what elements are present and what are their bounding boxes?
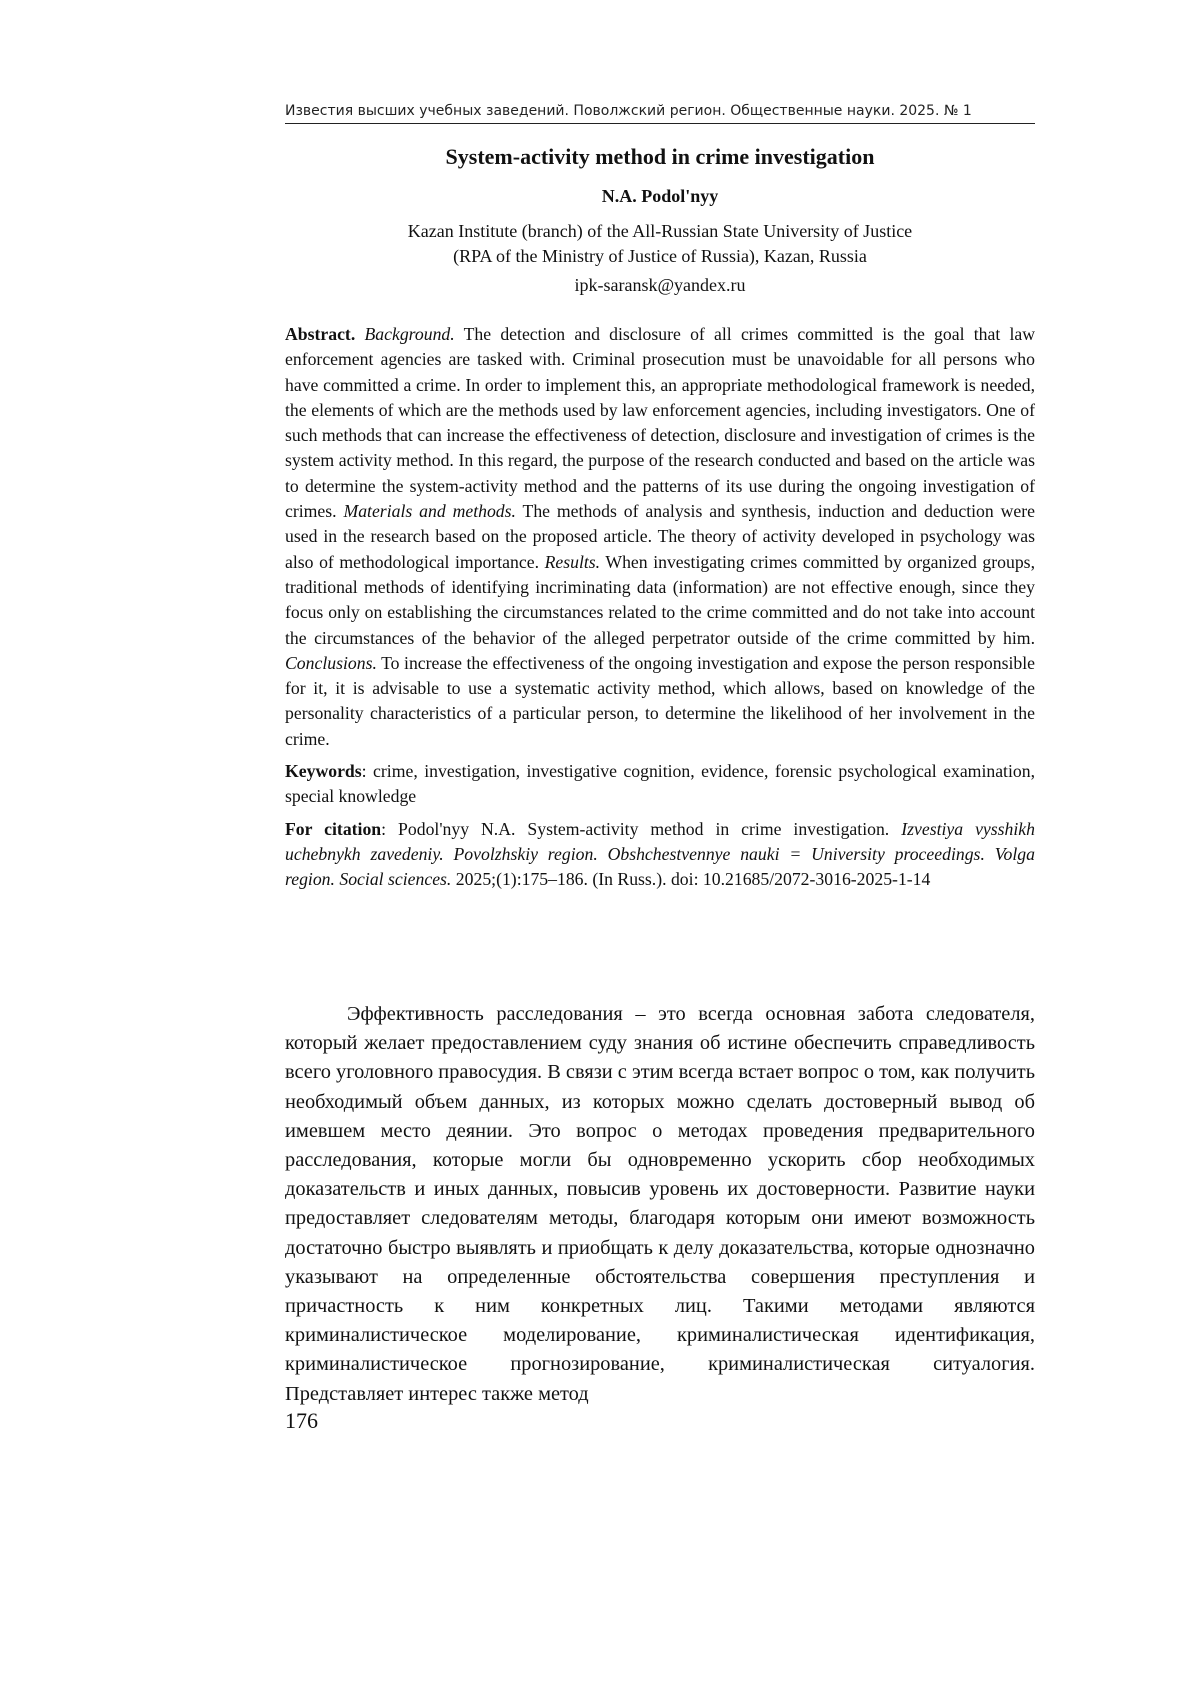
- background-label: Background.: [364, 324, 455, 344]
- citation-tail: 2025;(1):175–186. (In Russ.). doi: 10.21685/2072-3016-2025-1-14: [451, 869, 931, 890]
- keywords-text: : crime, investigation, investigative cognition, evidence, forensic psychological examination, special knowledge: [285, 761, 1035, 807]
- methods-label: Materials and methods.: [343, 501, 516, 522]
- author-email: ipk-saransk@yandex.ru: [574, 275, 746, 295]
- citation-journal: Izvestiya vysshikh uchebnykh zavedeniy. Povolzhskiy region. Obshchestvennye nauki = University proceedings. Volga region. Social sciences.: [285, 818, 1036, 890]
- body-paragraph: Эффективность расследования – это всегда основная забота следователя, который желает предоставлением суду знания об истине обеспечить справедливость всего уголовного правосудия. В связи с этим всегда встает вопрос о том, как получить необходимый объем данных, из которых можно сделать достоверный вывод об имевшем место деянии. Это вопрос о методах проведения предварительного расследования, которые могли бы одновременно ускорить сбор необходимых доказательств и иных данных, повысив уровень их достоверности. Развитие науки предоставляет следователям методы, благодаря которым они имеют возможность достаточно быстро выявлять и приобщать к делу доказательства, которые однозначно указывают на определенные обстоятельства совершения преступления и причастность к ним конкретных лиц. Такими методами являются криминалистическое моделирование, криминалистическая идентификация, криминалистическое прогнозирование, криминалистическая ситуалогия. Представляет интерес также метод: [285, 1003, 1035, 1405]
- article-title: System-activity method in crime investigation: [445, 144, 875, 169]
- background-text: The detection and disclosure of all crimes committed is the goal that law enforcement agencies are tasked with. Criminal prosecution must be unavoidable for all persons who have committed a crime. In order to implement this, an appropriate methodological framework is needed, the elements of which are the methods used by law enforcement agencies, including investigators. One of such methods that can increase the effectiveness of detection, disclosure and investigation of crimes is the system activity method. In this regard, the purpose of the research conducted and based on the article was to determine the system-activity method and the patterns of its use during the ongoing investigation of crimes.: [285, 324, 1036, 522]
- affiliation-line-2: (RPA of the Ministry of Justice of Russia), Kazan, Russia: [453, 246, 867, 266]
- keywords-paragraph: [285, 759, 1035, 810]
- author-affiliation: [285, 219, 1035, 269]
- conclusions-text: To increase the effectiveness of the ongoing investigation and expose the person responsible for it, it is advisable to use a systematic activity method, which allows, based on knowledge of the personality characteristics of a particular person, to determine the likelihood of her involvement in the crime.: [285, 652, 1035, 749]
- results-text: When investigating crimes committed by organized groups, traditional methods of identifying incriminating data (information) are not effective enough, since they focus only on establishing the circumstances related to the crime committed and do not take into account the circumstances of the behavior of the alleged perpetrator outside of the crime committed by him.: [285, 551, 1035, 648]
- page-number: 176: [285, 1408, 318, 1433]
- citation-paragraph: [285, 817, 1035, 893]
- abstract-paragraph: [285, 322, 1035, 752]
- methods-text: The methods of analysis and synthesis, induction and deduction were used in the research based on the proposed article. The theory of activity developed in psychology was also of methodological importance.: [285, 501, 1035, 572]
- citation-label: For citation: [285, 818, 382, 839]
- running-header: [285, 103, 1035, 124]
- journal-line: Известия высших учебных заведений. Поволжский регион. Общественные науки. 2025. № 1: [285, 103, 972, 119]
- results-label: Results.: [544, 551, 601, 572]
- affiliation-line-1: Kazan Institute (branch) of the All-Russian State University of Justice: [407, 221, 913, 241]
- conclusions-label: Conclusions.: [285, 652, 377, 673]
- abstract-section: [285, 322, 1035, 900]
- abstract-label: Abstract.: [285, 324, 356, 344]
- citation-text: : Podol'nyy N.A. System-activity method in crime investigation.: [381, 818, 902, 839]
- author-name: N.A. Podol'nyy: [601, 186, 719, 206]
- keywords-label: Keywords: [285, 761, 362, 782]
